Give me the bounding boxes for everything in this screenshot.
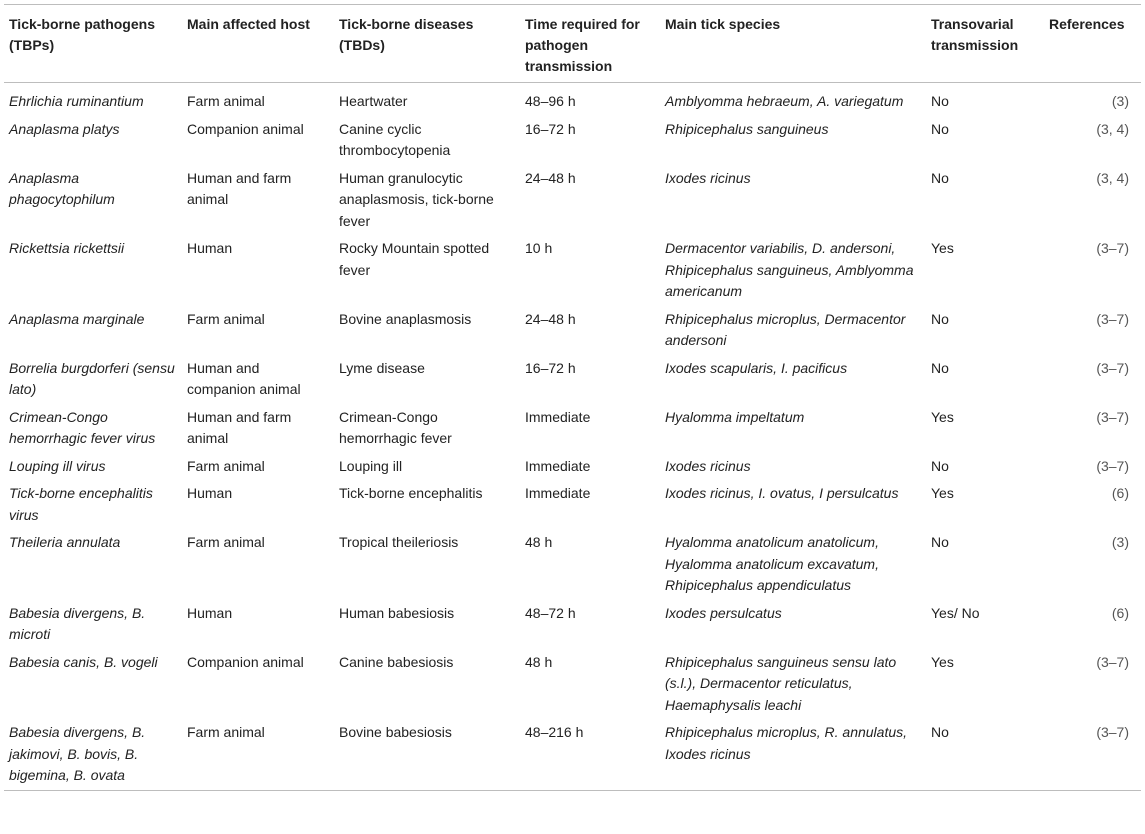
cell-species: Rhipicephalus sanguineus sensu lato (s.l.), Dermacentor reticulatus, Haemaphysalis leachi bbox=[665, 653, 897, 713]
table-row bbox=[4, 600, 1141, 649]
cell-path: Tick-borne encephalitis virus bbox=[9, 485, 153, 523]
cell-time: Immediate bbox=[525, 485, 591, 501]
cell-transovarial: Yes bbox=[931, 240, 954, 256]
cell-disease: Tick-borne encephalitis bbox=[339, 485, 483, 501]
header-transmission-time: Time required for pathogen transmission bbox=[525, 16, 640, 74]
table-row bbox=[4, 649, 1141, 720]
tick-borne-pathogens-table-container bbox=[4, 4, 1141, 791]
cell-refs: (3–7) bbox=[1096, 310, 1129, 327]
cell-species: Rhipicephalus microplus, R. annulatus, Ixodes ricinus bbox=[665, 724, 908, 762]
cell-disease: Rocky Mountain spotted fever bbox=[339, 240, 490, 278]
cell-refs: (3–7) bbox=[1096, 653, 1129, 670]
cell-time: 48 h bbox=[525, 653, 553, 670]
cell-path: Babesia canis, B. vogeli bbox=[9, 653, 158, 670]
tick-borne-pathogens-table bbox=[4, 4, 1141, 791]
table-row bbox=[4, 355, 1141, 404]
cell-species: Ixodes ricinus, I. ovatus, I persulcatus bbox=[665, 485, 899, 501]
cell-species: Ixodes ricinus bbox=[665, 457, 751, 474]
cell-refs: (6) bbox=[1111, 485, 1129, 501]
cell-time: Immediate bbox=[525, 408, 591, 425]
cell-path: Theileria annulata bbox=[9, 534, 121, 550]
cell-refs: (3, 4) bbox=[1096, 169, 1129, 186]
cell-transovarial: No bbox=[931, 359, 949, 376]
cell-refs: (3–7) bbox=[1096, 457, 1129, 474]
cell-transovarial: No bbox=[931, 457, 949, 474]
header-references: References bbox=[1049, 16, 1125, 32]
cell-refs: (6) bbox=[1111, 604, 1129, 621]
table-row bbox=[4, 719, 1141, 790]
cell-species: Hyalomma impeltatum bbox=[665, 408, 805, 425]
cell-disease: Human babesiosis bbox=[339, 604, 455, 621]
table-row bbox=[4, 165, 1141, 236]
table-row bbox=[4, 529, 1141, 600]
cell-disease: Canine cyclic thrombocytopenia bbox=[339, 120, 451, 158]
cell-path: Babesia divergens, B. jakimovi, B. bovis, B. bigemina, B. ovata bbox=[9, 724, 146, 783]
cell-host: Human and farm animal bbox=[187, 169, 292, 207]
cell-time: 16–72 h bbox=[525, 120, 576, 137]
table-header bbox=[4, 5, 1141, 83]
cell-path: Louping ill virus bbox=[9, 457, 106, 474]
cell-species: Dermacentor variabilis, D. andersoni, Rhipicephalus sanguineus, Amblyomma americanum bbox=[665, 240, 914, 299]
header-host: Main affected host bbox=[187, 16, 310, 32]
cell-path: Rickettsia rickettsii bbox=[9, 240, 125, 256]
cell-host: Human and companion animal bbox=[187, 359, 301, 397]
cell-transovarial: Yes bbox=[931, 408, 954, 425]
cell-refs: (3–7) bbox=[1096, 359, 1129, 376]
cell-transovarial: No bbox=[931, 310, 949, 327]
cell-host: Farm animal bbox=[187, 534, 265, 550]
header-pathogen: Tick-borne pathogens (TBPs) bbox=[9, 16, 155, 53]
cell-disease: Bovine babesiosis bbox=[339, 724, 452, 740]
cell-path: Borrelia burgdorferi (sensu lato) bbox=[9, 359, 175, 397]
cell-host: Human and farm animal bbox=[187, 408, 292, 446]
cell-time: 10 h bbox=[525, 240, 553, 256]
cell-host: Farm animal bbox=[187, 310, 265, 327]
table-row bbox=[4, 116, 1141, 165]
table-row bbox=[4, 83, 1141, 116]
table-row bbox=[4, 480, 1141, 529]
cell-species: Rhipicephalus sanguineus bbox=[665, 120, 829, 137]
cell-transovarial: No bbox=[931, 724, 949, 740]
cell-path: Crimean-Congo hemorrhagic fever virus bbox=[9, 408, 156, 446]
cell-host: Farm animal bbox=[187, 724, 265, 740]
cell-time: 48 h bbox=[525, 534, 553, 550]
cell-host: Human bbox=[187, 604, 233, 621]
header-row bbox=[4, 5, 1141, 83]
cell-species: Ixodes persulcatus bbox=[665, 604, 782, 621]
table-row bbox=[4, 306, 1141, 355]
cell-refs: (3) bbox=[1111, 534, 1129, 550]
cell-time: 24–48 h bbox=[525, 310, 576, 327]
cell-transovarial: No bbox=[931, 534, 949, 550]
cell-time: 24–48 h bbox=[525, 169, 576, 186]
table-row bbox=[4, 404, 1141, 453]
cell-time: 48–72 h bbox=[525, 604, 576, 621]
cell-host: Human bbox=[187, 240, 233, 256]
cell-host: Farm animal bbox=[187, 457, 265, 474]
cell-time: 48–216 h bbox=[525, 724, 584, 740]
cell-refs: (3–7) bbox=[1096, 240, 1129, 256]
cell-transovarial: No bbox=[931, 169, 949, 186]
cell-refs: (3–7) bbox=[1096, 408, 1129, 425]
cell-host: Human bbox=[187, 485, 233, 501]
table-body bbox=[4, 83, 1141, 791]
header-tick-species: Main tick species bbox=[665, 16, 781, 32]
cell-species: Amblyomma hebraeum, A. variegatum bbox=[665, 93, 904, 109]
cell-disease: Crimean-Congo hemorrhagic fever bbox=[339, 408, 452, 446]
cell-disease: Heartwater bbox=[339, 93, 408, 109]
cell-time: 16–72 h bbox=[525, 359, 576, 376]
cell-time: Immediate bbox=[525, 457, 591, 474]
cell-transovarial: No bbox=[931, 120, 949, 137]
cell-path: Anaplasma phagocytophilum bbox=[9, 169, 115, 207]
cell-disease: Canine babesiosis bbox=[339, 653, 454, 670]
cell-path: Anaplasma platys bbox=[9, 120, 120, 137]
cell-refs: (3) bbox=[1111, 93, 1129, 109]
header-disease: Tick-borne diseases (TBDs) bbox=[339, 16, 474, 53]
cell-disease: Human granulocytic anaplasmosis, tick-borne fever bbox=[339, 169, 494, 229]
cell-disease: Lyme disease bbox=[339, 359, 425, 376]
cell-transovarial: No bbox=[931, 93, 949, 109]
cell-path: Babesia divergens, B. microti bbox=[9, 604, 146, 642]
cell-host: Farm animal bbox=[187, 93, 265, 109]
cell-transovarial: Yes/ No bbox=[931, 604, 980, 621]
cell-path: Anaplasma marginale bbox=[9, 310, 145, 327]
cell-host: Companion animal bbox=[187, 653, 304, 670]
cell-transovarial: Yes bbox=[931, 485, 954, 501]
cell-refs: (3–7) bbox=[1096, 724, 1129, 740]
table-row bbox=[4, 235, 1141, 306]
cell-time: 48–96 h bbox=[525, 93, 576, 109]
cell-disease: Tropical theileriosis bbox=[339, 534, 459, 550]
cell-species: Ixodes ricinus bbox=[665, 169, 751, 186]
cell-disease: Bovine anaplasmosis bbox=[339, 310, 472, 327]
cell-transovarial: Yes bbox=[931, 653, 954, 670]
cell-path: Ehrlichia ruminantium bbox=[9, 93, 144, 109]
cell-species: Hyalomma anatolicum anatolicum, Hyalomma anatolicum excavatum, Rhipicephalus appendiculatus bbox=[665, 534, 879, 593]
table-row bbox=[4, 453, 1141, 481]
header-transovarial: Transovarial transmission bbox=[931, 16, 1019, 53]
cell-disease: Louping ill bbox=[339, 457, 403, 474]
cell-species: Ixodes scapularis, I. pacificus bbox=[665, 359, 848, 376]
cell-species: Rhipicephalus microplus, Dermacentor andersoni bbox=[665, 310, 906, 348]
cell-host: Companion animal bbox=[187, 120, 304, 137]
cell-refs: (3, 4) bbox=[1096, 120, 1129, 137]
